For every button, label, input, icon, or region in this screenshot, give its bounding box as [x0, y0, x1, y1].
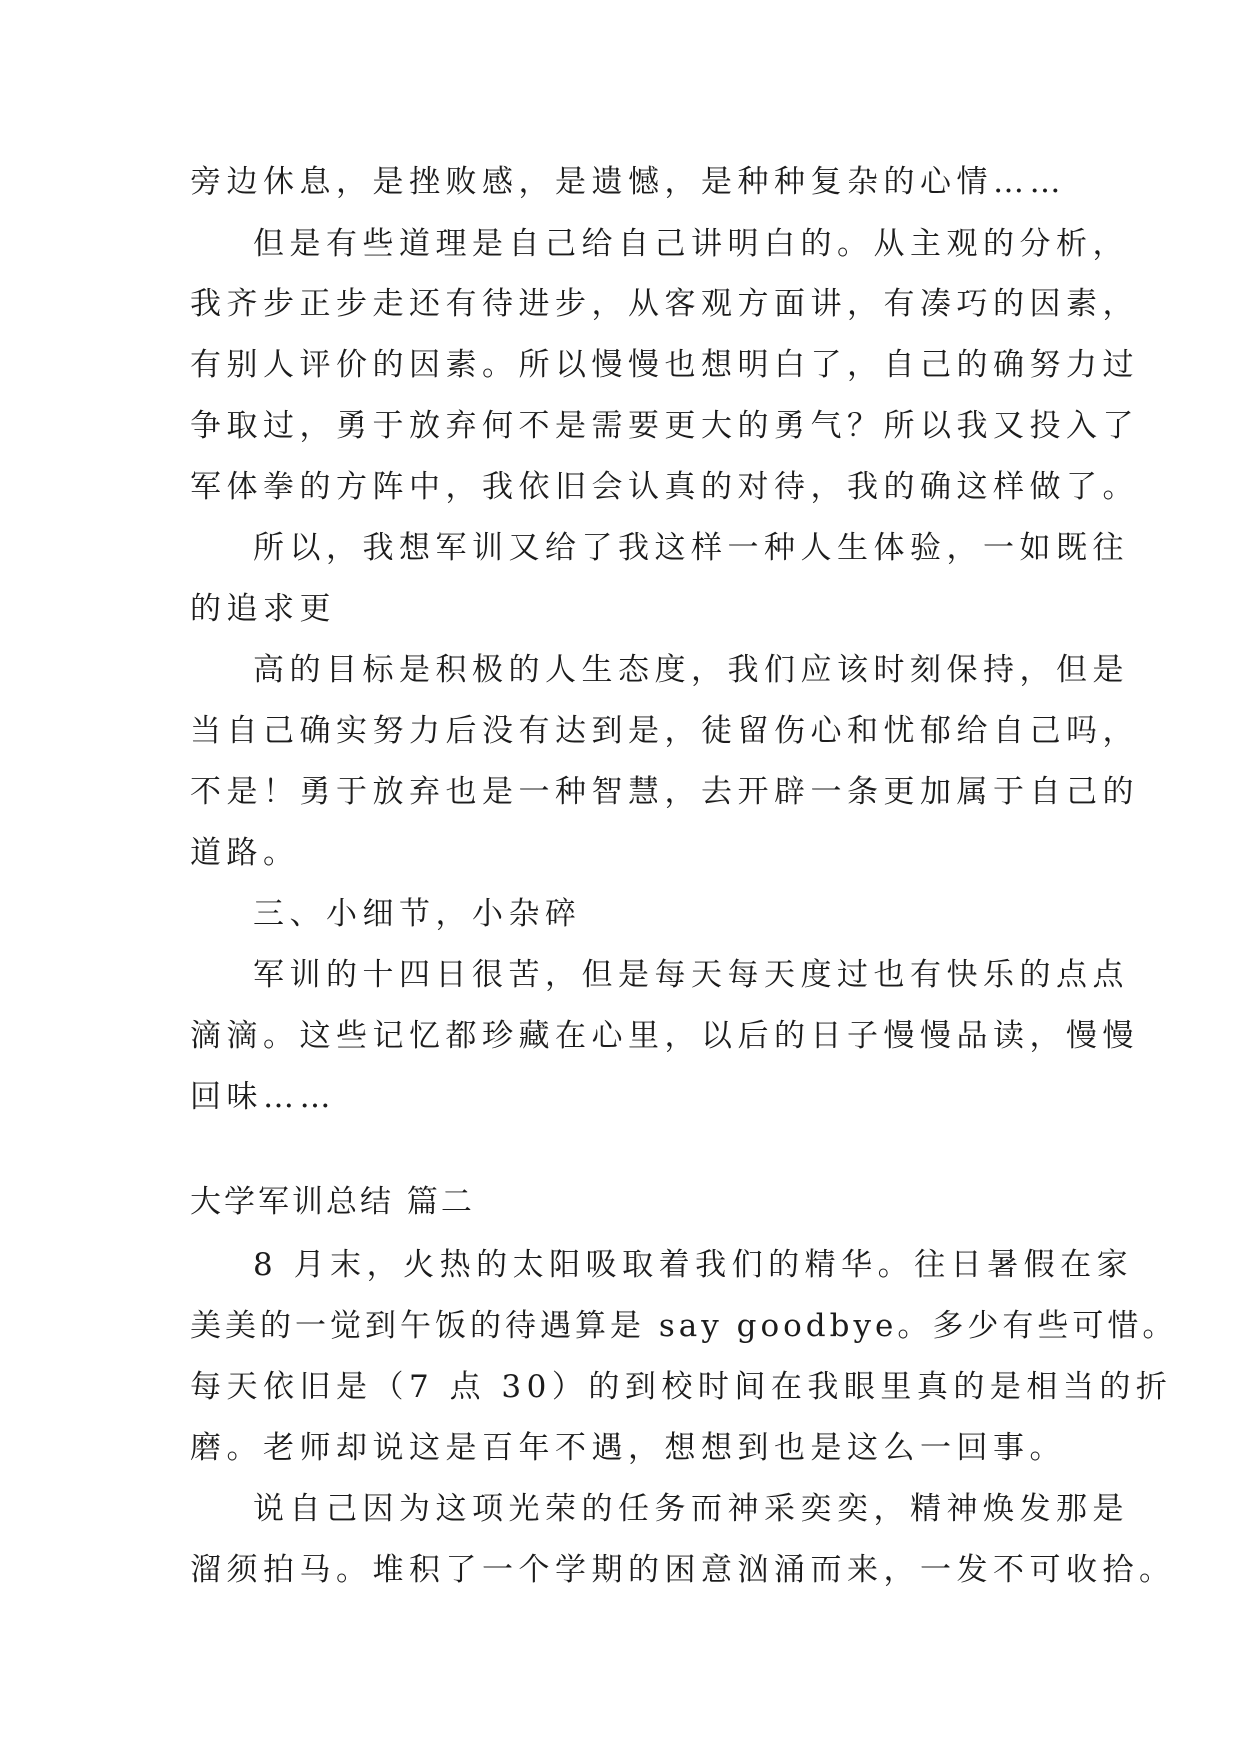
paragraph-line: 说自己因为这项光荣的任务而神采奕奕，精神焕发那是: [253, 1491, 1129, 1527]
text-line: 我齐步正步走还有待进步，从客观方面讲，有凑巧的因素，: [190, 286, 1139, 322]
text-line: 军体拳的方阵中，我依旧会认真的对待，我的确这样做了。: [190, 469, 1139, 505]
text-line: 道路。: [190, 835, 300, 871]
article-heading: 大学军训总结 篇二: [190, 1184, 475, 1220]
paragraph-line: 军训的十四日很苦，但是每天每天度过也有快乐的点点: [253, 957, 1129, 993]
text-line: 每天依旧是（7 点 30）的到校时间在我眼里真的是相当的折: [190, 1369, 1173, 1405]
text-line: 回味……: [190, 1079, 336, 1115]
paragraph-line: 所以，我想军训又给了我这样一种人生体验，一如既往: [253, 530, 1129, 566]
text-line: 溜须拍马。堆积了一个学期的困意汹涌而来，一发不可收拾。: [190, 1552, 1176, 1588]
text-line: 的追求更: [190, 591, 336, 627]
text-line: 争取过，勇于放弃何不是需要更大的勇气？所以我又投入了: [190, 408, 1139, 444]
text-line: 美美的一觉到午饭的待遇算是 say goodbye。多少有些可惜。: [190, 1308, 1178, 1344]
paragraph-line: 高的目标是积极的人生态度，我们应该时刻保持，但是: [253, 652, 1129, 688]
text-line: 滴滴。这些记忆都珍藏在心里，以后的日子慢慢品读，慢慢: [190, 1018, 1139, 1054]
paragraph-line: 但是有些道理是自己给自己讲明白的。从主观的分析，: [253, 226, 1129, 262]
text-line: 不是！勇于放弃也是一种智慧，去开辟一条更加属于自己的: [190, 774, 1139, 810]
text-line: 旁边休息，是挫败感，是遗憾，是种种复杂的心情……: [190, 164, 1066, 200]
text-line: 有别人评价的因素。所以慢慢也想明白了，自己的确努力过: [190, 347, 1139, 383]
text-line: 磨。老师却说这是百年不遇，想想到也是这么一回事。: [190, 1430, 1066, 1466]
paragraph-line: 8 月末，火热的太阳吸取着我们的精华。往日暑假在家: [253, 1247, 1134, 1283]
text-line: 当自己确实努力后没有达到是，徒留伤心和忧郁给自己吗，: [190, 713, 1139, 749]
section-heading: 三、小细节，小杂碎: [253, 896, 582, 932]
